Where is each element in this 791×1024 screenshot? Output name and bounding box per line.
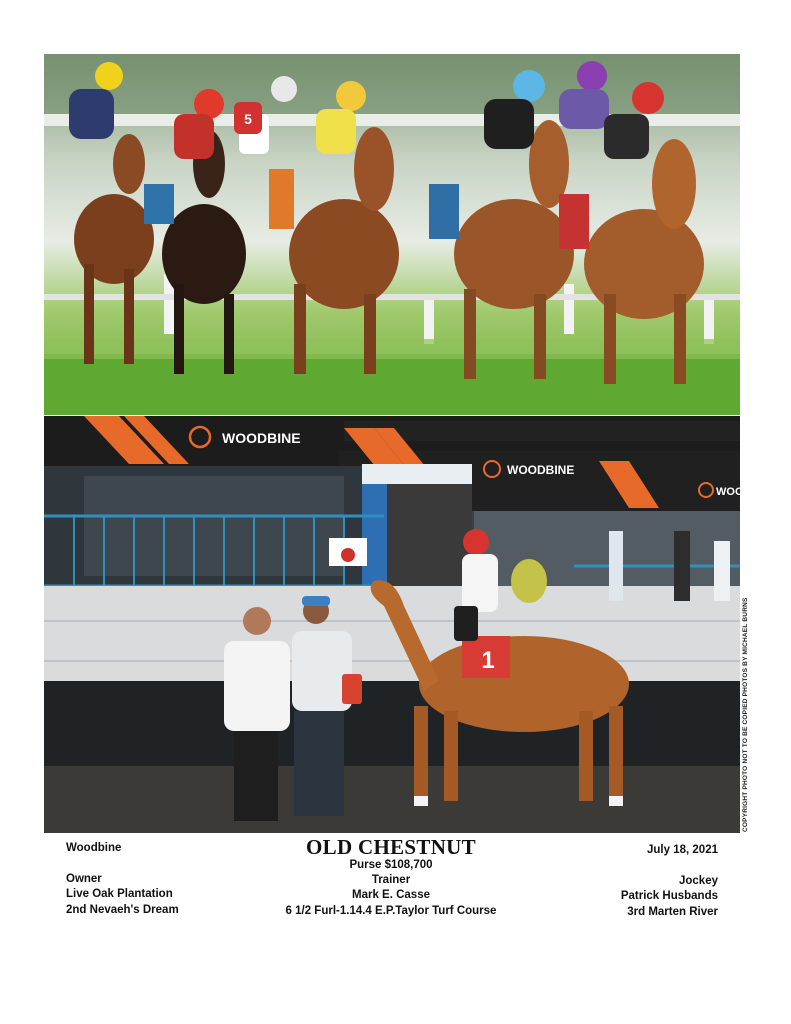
woodbine-sign-1: WOODBINE <box>222 430 301 446</box>
owner-label: Owner <box>66 873 102 885</box>
trainer-label: Trainer <box>371 874 411 886</box>
jockey-name: Patrick Husbands <box>620 890 718 902</box>
jockey-label: Jockey <box>678 875 718 887</box>
winners-circle-illustration <box>44 416 744 833</box>
race-date: July 18, 2021 <box>647 844 718 856</box>
photo-copyright-notice: COPYRIGHT PHOTO NOT TO BE COPIED PHOTOS BY MICHAEL BURNS <box>742 597 749 832</box>
race-title: OLD CHESTNUT <box>306 835 476 859</box>
purse: Purse $108,700 <box>349 859 433 871</box>
track-name: Woodbine <box>66 842 122 854</box>
woodbine-sign-2: WOODBINE <box>507 463 575 477</box>
race-finish-photo <box>44 54 740 415</box>
winners-circle-photo <box>44 416 744 833</box>
third-place: 3rd Marten River <box>627 906 718 918</box>
second-place: 2nd Nevaeh's Dream <box>66 904 179 916</box>
saddle-cloth-number: 1 <box>481 647 495 674</box>
distance-course: 6 1/2 Furl-1.14.4 E.P.Taylor Turf Course <box>285 905 497 917</box>
trainer-name: Mark E. Casse <box>352 889 430 901</box>
owner-name: Live Oak Plantation <box>66 888 173 900</box>
saddle-number-five: 5 <box>244 111 252 127</box>
woodbine-sign-3: WOO <box>716 486 744 498</box>
race-finish-illustration <box>44 54 740 415</box>
